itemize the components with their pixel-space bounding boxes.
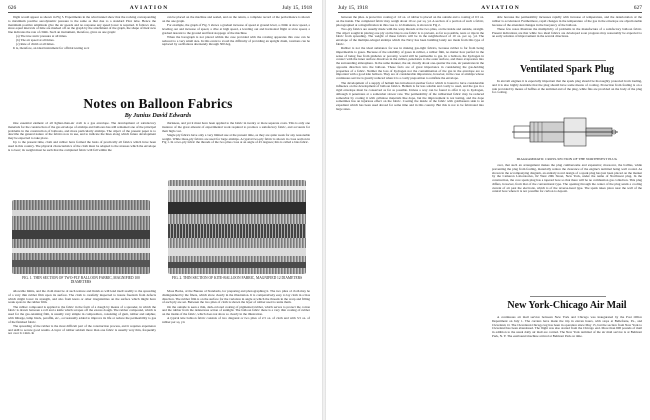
article-title: Notes on Balloon Fabrics [83,96,233,111]
air-mail-headline: New York-Chicago Air Mail [507,300,627,311]
paragraph: For example, the graph of Fig. 5 shows a gradual increase of speed at ground level, a climb at slow speed, a leveling out and increase of speed, a dive at high speed, a leveling out and horizontal flight at slow speed, a gradual descent to the ground and final stoppage of the machine. [162,23,310,35]
page-number: 627 [633,5,642,11]
section-rule [530,296,606,297]
issue-date: July 15, 1918 [338,5,368,11]
figure-2 [168,180,306,286]
paragraph: On the outside is seen a thin, dark-colored coating of pigmented rubber, which serves to protect the cotton and the rubber from the deleterious action of sunlight. The balloon fabric there is a very thin coating of rubber on the inside of the fabric, which does not show so clearly in the illustration. [162,304,310,317]
paragraph: flight would appear as shown in Fig 5. Experiments in the wind tunnel show that the rocking corresponding to maximum positive aerodynamic pressure is the same as that due to a standard Pitot tube. Hence the maximum positive amplitude give the air speeds and no response any speed lower is required. It follows also, since equal intervals of time are marked off on the graph by the attachment of the graph, the shape of their new line indicates the rate of climb. Such an instrument, therefore, gives us one graph: [8,16,156,34]
figure-2-caption: FIG. 2. THIN SECTION OF KITE-BALLOON FABRIC, MAGNIFIED 12 DIAMETERS [171,276,303,280]
spark-plug-diagram [510,110,622,156]
paragraph: can be placed on the machine and sealed, and on the return, a complete record of the performance is shown on the one graph. [162,16,310,23]
right-page [330,0,648,420]
fabric-micrograph-2 [168,180,306,274]
list-item: (a) The true static pressure at all times. [16,34,68,39]
paragraph: Rubber is not the ideal substance for use in making gas-tight fabrics, because rubber is far from being impermeable to gases. Because of the solubility of gases in rubber, a rubber film, no matter how perfect in the sense of being free from pinholes or porosity, would still be permeable to gas. In a balloon, the hydrogen in contact with the inner surface dissolves in the rubber, penetrates to the outer surface, and there evaporates into the surrounding atmosphere. In the same manner, the air, mostly about one-quarter the rate, air penetrates in the opposite direction into the balloon. These facts are of great importance in considering the gas-holding properties of a fabric. Neither the loss of hydrogen nor the contamination of the gas in the envelope are so important with a good kite balloon. They are of considerable importance, however, in the case of airships whose continuous service is greatly reduced when it is a costly preposition to reinflate the envelope. [336,46,484,81]
article-left-column [8,122,156,198]
journal-title: AVIATION [129,5,169,11]
article-byline: By Junius David Edwards [124,112,192,119]
paragraph: over, that such an arrangement makes the plug cumbersome and expensive; moreover, the baffles, while preventing the plug from fouling, materially reduce the clearance of the engine's terminal being well cooled. As shown in the accompanying diagram, an entirely novel design of a spark plug has just been placed on the market by the Cameron Laboratories, 62 West 20th Street, New York, under the name of Northwest plug. In the construction, the core spark plug has a tapered bore so that there will be no combustion gas collection. This plug differs, however, from that of the conventional type. The opening through the center of the plug sends a cooling current of air past the electrode, which is of the reverse-head type. The spark takes place near the wall of the central bore where it is not possible for carbon to deposit. [492,164,642,194]
paragraph: A continuous air mail service between New York and Chicago was inaugurated by the Post Office Department on July 1. The carriers have made the trip in eleven hours, with stops at Bellefonte, Pa., and Cleveland, O. The Cleveland-Chicago leg has been in operation since May 15, but the section from New York to Cleveland has been abandoned. The flight was also started from the Chicago end. More than 600 pounds of mail in addition to the usual daily air mail are carried. The New York terminal of the air mail service is at Belmont Park, N. Y. The eastbound machine arrived at Belmont Park on time. [492,316,642,338]
paragraph: Moss Backs, of the Bureau of Standards, for preparing and photographing it. The two piles of cloth may be distinguished by the fibers, which show clearly in the illustration. It is comparatively easy to lay cloth in a bias direction. The rubber film is on the surface for the variation in angle at which the threads in the warp and filling of each ply are set. Between the two plies of cloth is shown the layer of rubber used to unite them. [162,290,310,305]
journal-title: AVIATION [481,5,521,11]
spark-plug-intro [492,80,642,110]
article-mid-column [162,122,310,176]
paragraph: able because the permeability increases rapidly with increase of temperature, and the deterioration of the rubber is accelerated. Furthermore, rapid changes in the temperature of the gas in the envelope are objectionable because of the attendant changes in the buoyancy of the balloon. [492,16,642,27]
diagram-caption: DIAGRAMMATIC CROSS-SECTION OF THE NORTHWEST PLUG [516,157,618,161]
paragraph: The spreading of the rubber is the most difficult part of the construction process, and it requires experience and skill to secure good results. A layer of rubber seldom more than one fabric is usually very thin, frequently not over 0.1 mm. In [8,323,156,336]
top-left-column [8,16,156,90]
page-number: 626 [8,5,17,11]
left-page [0,0,318,420]
spark-plug-headline: Ventilated Spark Plug [519,64,615,75]
right-column-1 [336,16,484,416]
right-running-head [338,4,642,13]
paragraph: Up to the present time, cloth and rubber have formed the basis of practically all fabrics which have been used in this country. The physical characteristics of the cloth must be adapted to the stresses which the envelope is to bear; its weight must be such that the completed fabric will fall within the [8,140,156,152]
paragraph: thickness, and yet it must have been applied to the fabric in twenty or more separate coats. This is only one instance of the great amount of experimental work required to produce a satisfactory fabric, and accounts for their high cost. [162,122,310,133]
article-bottom-mid [162,290,310,416]
paragraph: It is, therefore, an ideal instrument for official testing as it [13,45,90,50]
figure-1 [12,200,150,286]
paragraph: These few notes illustrate the multiplicity of problems in the manufacture of a satisfactory balloon fabric. Present indications are that while two ideal fabrics are developed soon progress may reasonably be expected to an early solution of improvement in the several directions. [492,26,642,39]
paragraph: In aircraft engines it is especially important that the spark plug should be thoroughly protected from fouling, and it is also highly desirable that the plug should have some means of cooling. Protection from fouling is on a rule provided by means of baffles at the terminal end of the plug, while fins are provided on the body of the plug for cooling. [492,80,642,95]
paragraph: allowable limits, and the cloth must be of such texture and finish as will lend itself readily to the spreading of a very thin rubber film upon its surface. The cloth is carefully inspected to insure freedom from defects which might lower its strength, and also from knots or other irregularities on the surface which might have weak spots in the rubber film. [8,290,156,305]
top-right-column [162,16,310,90]
list-item: (b) The air speed at all times. [16,38,55,43]
section-rule [530,60,606,61]
list-item: (c) Rate of climb at all times. [16,41,55,46]
figure-1-caption: FIG. 1. THIN SECTION OF TWO-PLY BALLOON FABRIC, MAGNIFIED 100 DIAMETERS [22,276,140,285]
article-bottom-left [8,290,156,416]
paragraph: Two-ply fabrics are usually made with the warp threads at the two plies, on the inside and outside, straight. The object sought in placing one ply on the bias is one fabric is to prevent, as far as possible, tears or rips in the fabric from spreading. The weight of these fabrics will be in the neighborhood of 10 oz. per sq. yd. The envelope of the multiple-winged airships which the Navy has been building lately are made from this type of fabric. [336,26,484,46]
paragraph: A typical kite balloon fabric consists of two diagonal or two plies of 2.5 oz. of cloth and with 3.5 oz. of rubber per sq. yd. [162,316,310,325]
paragraph: The rubber compound is applied to the fabric in the form of a dough by means of a spreader, in which the fabric is drawn between a roll and a knife which scrapes off the excess dough. The rubber compound, which is used for the gas-retaining film, is usually very simple in composition, consisting of gum, rubber and sulphur, with litharge, lamp black, paraffin, etc., occasionally added to improve its life or reduce the permeability to gas of the finished fabric. [8,304,156,324]
paragraph: Single ply fabrics have only a very limited use at the present time, as they are quite weak for any reasonable weight. While three-ply fabrics are used for large airships. A typical two-ply fabric is shown in cross section in Fig 1. In a two-ply fabric the threads of the two plies cross at an angle of 45 degrees; this is called a bias fabric. [162,132,310,145]
fabric-micrograph-1 [12,200,150,274]
paragraph: The development of a supply of helium has introduced another factor which is bound to have considerable influence on the development of balloon fabrics. Helium is far less soluble and costly to used, and the gas in a rigid envelope must be conserved as far as possible. Unless a way can be found to offer it up to hydrogen, although it penetrates at a somewhat slower rate. The permeability of the rubberized fabric may be reduced somewhat by coating it with cellulose materials like dope, but the improvement is not lasting, and the dope sometimes has an injurious effect on the fabric. Coating the inside of the fabric with goldbeaters skin is an expedient which has been used abroad for some time and in this country. But this is not to be fabricated into large sizes. [336,80,484,111]
spark-plug-body [492,164,642,292]
left-running-head [8,4,312,13]
paragraph: between the plies. A protective coating of 1.0 oz. of rubber is placed on the outside and a coating of 0.5 oz. on the inside. The completed fabric may weigh about 10 oz. per sq. yd. A section of a portion of such a fabric, photographed at a magnification in this case to 12 diameters, is shown in Fig 2. [336,16,484,27]
issue-date: July 15, 1918 [282,5,312,11]
air-mail-body [492,316,642,416]
paragraph: When the barograph is not placed within the case provided with the rotating apparatus this case can be reduced to a very small size. In this event to avoid the difficulty of providing an upright drum, rotations can be replaced by oscillations alternately through 300 deg. [162,34,310,47]
paragraph: One essential element of all lighter-than-air craft is a gas envelope. The development of satisfactory materials for the construction of the gas envelope of airships and balloons has still remained one of the principal problems in the construction of balloons, and more particularly airships. The object of the present paper is to describe the general nature of the fabrics now in use, and to indicate the lines along which future development may be expected to take place. [8,122,156,140]
book-gutter [322,0,326,420]
right-column-2-top [492,16,642,56]
